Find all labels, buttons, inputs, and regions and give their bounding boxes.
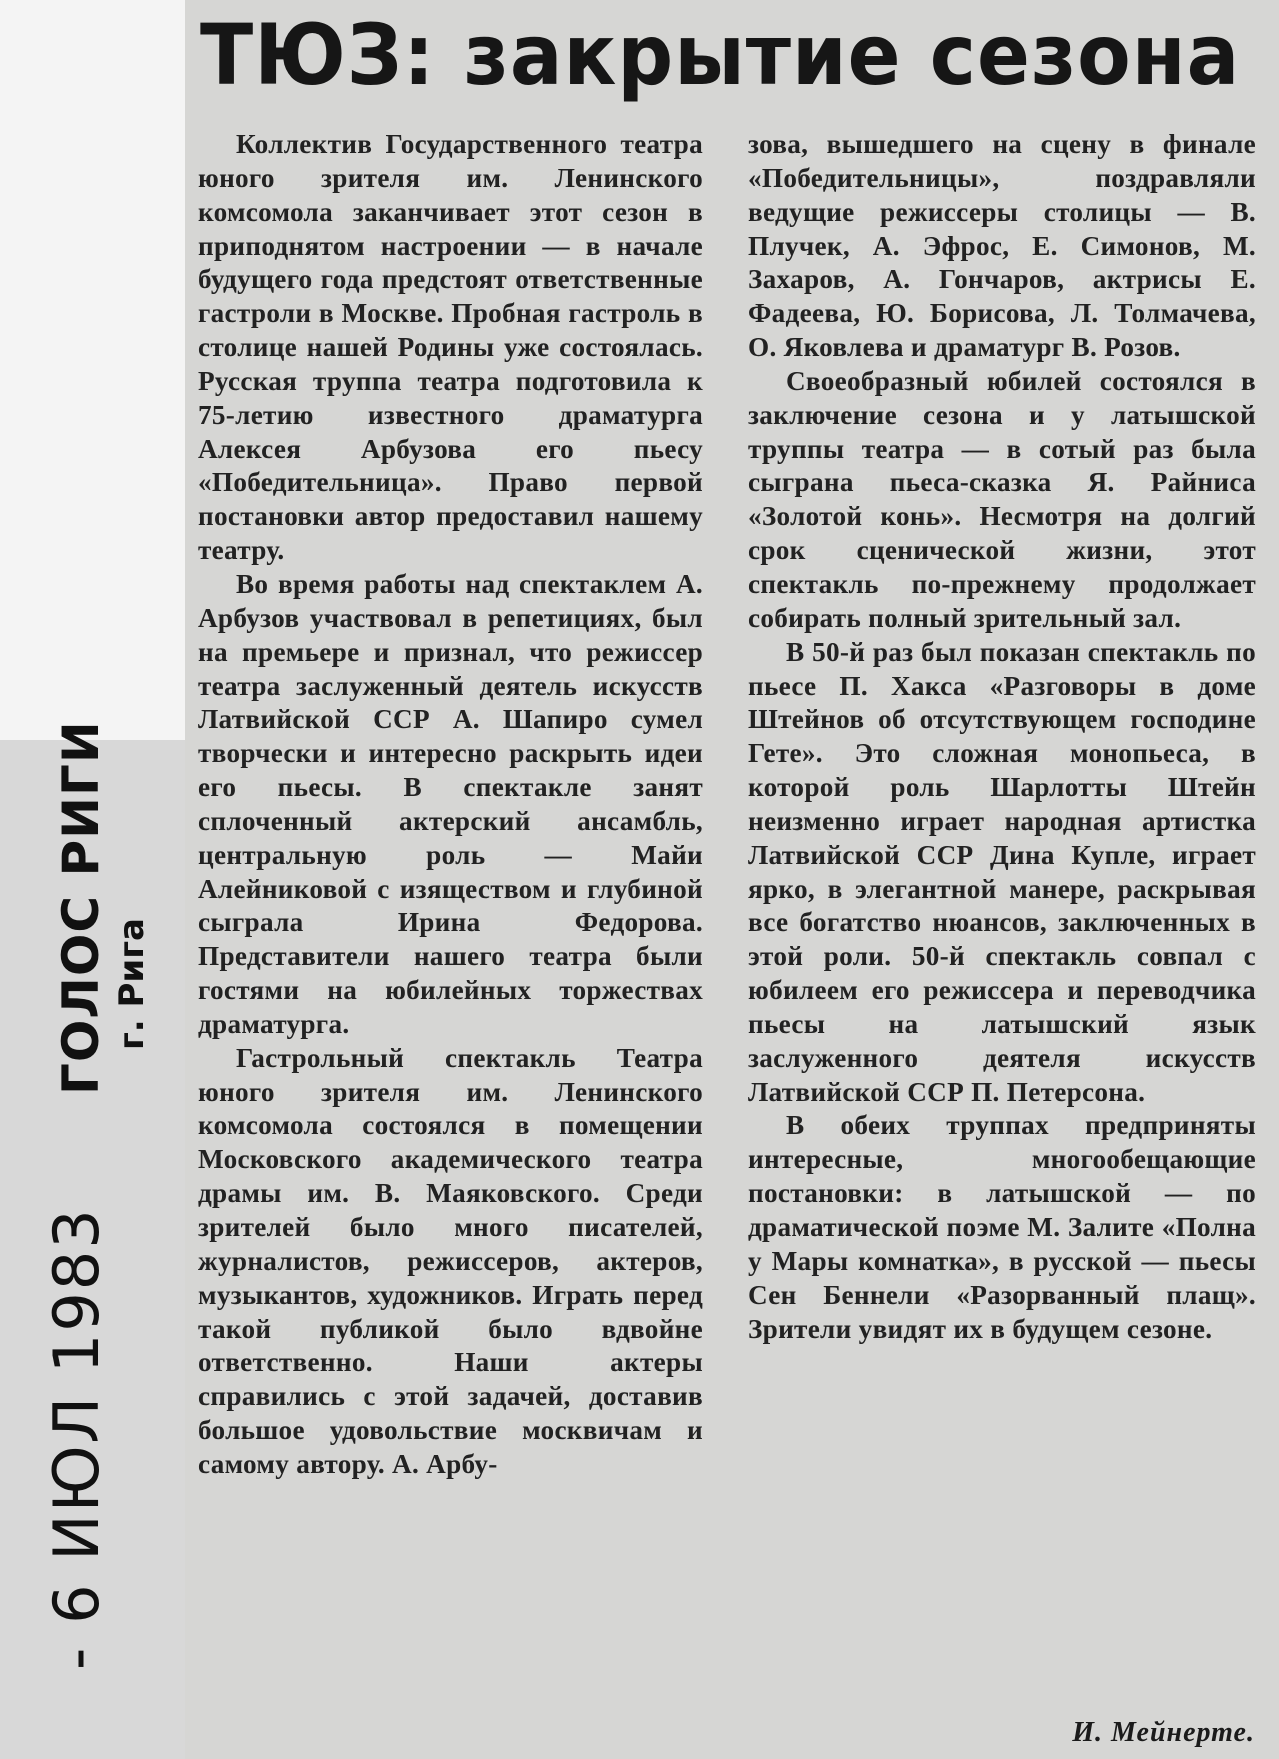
- article-column-left: [198, 128, 703, 1482]
- article-paragraph: Во время работы над спектаклем А. Арбузов участвовал в репетициях, был на премьере и признал, что режиссер театра заслуженный деятель искусств Латвийской ССР А. Шапиро сумел творчески и интересно раскрыть идеи его пьесы. В спектакле занят сплоченный актерский ансамбль, центральную роль — Майи Алейниковой с изяществом и глубиной сыграла Ирина Федорова. Представители нашего театра были гостями на юбилейных торжествах драматурга.: [198, 568, 703, 1039]
- article-paragraph: В 50-й раз был показан спектакль по пьесе П. Хакса «Разговоры в доме Штейнов об отсутствующем господине Гете». Это сложная монопьеса, в которой роль Шарлотты Штейн неизменно играет народная артистка Латвийской ССР Дина Купле, играет ярко, в элегантной манере, раскрывая все богатство нюансов, заключенных в этой роли. 50-й спектакль совпал с юбилеем его режиссера и переводчика пьесы на латышский язык заслуженного деятеля искусств Латвийской ССР П. Петерсона.: [748, 636, 1256, 1107]
- article-paragraph: Гастрольный спектакль Театра юного зрителя им. Ленинского комсомола состоялся в помещении Московского академического театра драмы им. В. Маяковского. Среди зрителей было много писателей, журналистов, режиссеров, актеров, музыкантов, художников. Играть перед такой публикой было вдвойне ответственно. Наши актеры справились с этой задачей, доставив большое удовольствие москвичам и самому автору. А. Арбу-: [198, 1042, 703, 1479]
- stamp-city: г. Рига: [112, 918, 152, 1050]
- article-paragraph: В обеих труппах предприняты интересные, многообещающие постановки: в латышской — по драматической поэме М. Залите «Полна у Мары комнатка», в русской — пьесы Сен Беннели «Разорванный плащ». Зрители увидят их в будущем сезоне.: [748, 1110, 1256, 1344]
- article-headline: ТЮЗ: закрытие сезона: [200, 7, 1241, 105]
- article-paragraph: Своеобразный юбилей состоялся в заключение сезона и у латышской труппы театра — в сотый раз была сыграна пьеса-сказка Я. Райниса «Золотой конь». Несмотря на долгий срок сценической жизни, этот спектакль по-прежнему продолжает собирать полный зрительный зал.: [748, 365, 1256, 633]
- article-column-right: [748, 128, 1256, 1346]
- scan-background-top: [0, 0, 185, 740]
- article-paragraph: зова, вышедшего на сцену в финале «Победительницы», поздравляли ведущие режиссеры столицы — В. Плучек, А. Эфрос, Е. Симонов, М. Захаров, А. Гончаров, актрисы Е. Фадеева, Ю. Борисова, Л. Толмачева, О. Яковлева и драматург В. Розов.: [748, 129, 1256, 363]
- stamp-newspaper-name: ГОЛОС РИГИ: [52, 720, 110, 1095]
- article-paragraph: Коллектив Государственного театра юного зрителя им. Ленинского комсомола заканчивает этот сезон в приподнятом настроении — в начале будущего года предстоят ответственные гастроли в Москве. Пробная гастроль в столице нашей Родины уже состоялась. Русская труппа театра подготовила к 75-летию известного драматурга Алексея Арбузова его пьесу «Победительница». Право первой постановки автор предоставил нашему театру.: [198, 129, 703, 566]
- author-signature: И. Мейнерте.: [1072, 1717, 1255, 1748]
- stamp-date: - 6 ИЮЛ 1983: [40, 1207, 113, 1670]
